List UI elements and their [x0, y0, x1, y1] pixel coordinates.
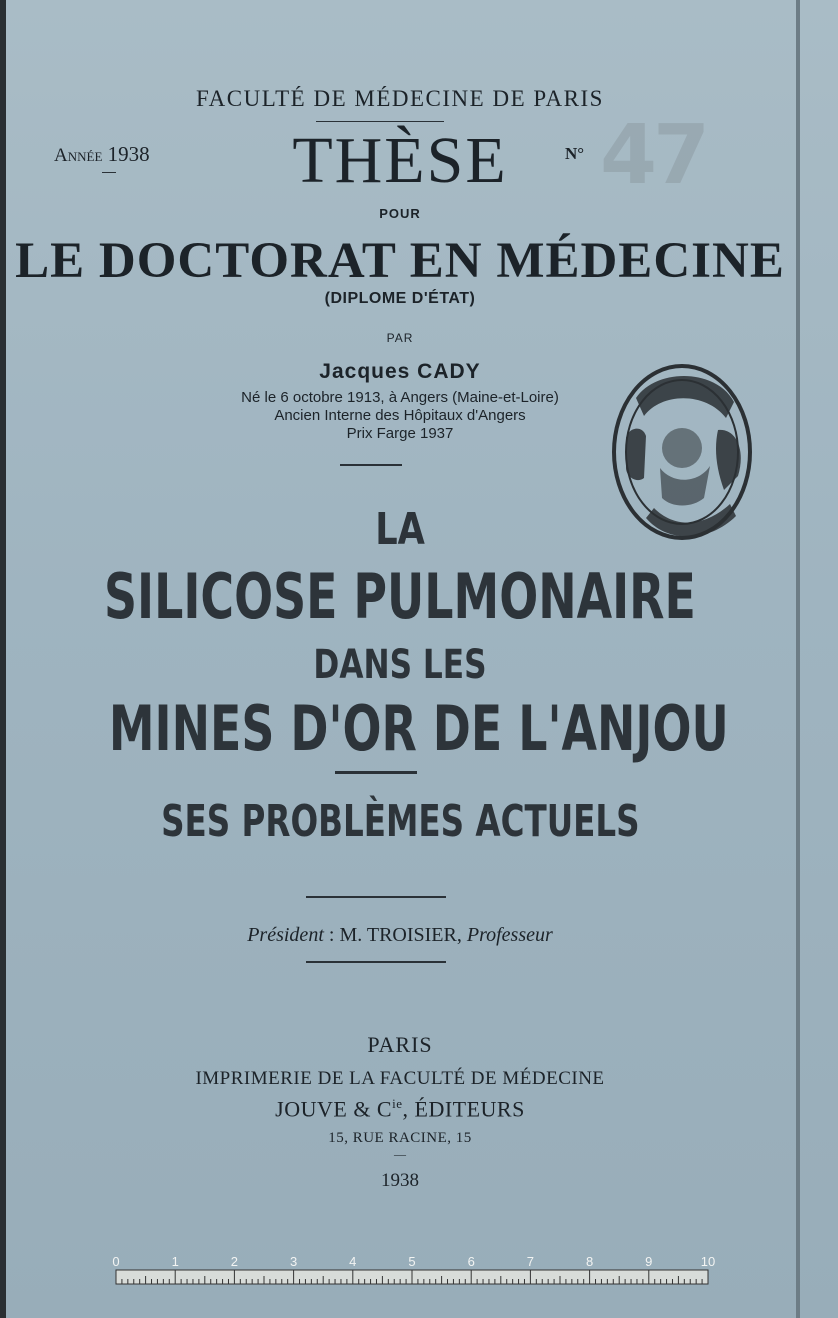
diplome-label: (DIPLOME D'ÉTAT) — [324, 290, 476, 307]
problemes-subtitle: SES PROBLÈMES ACTUELS — [160, 796, 640, 847]
author-name: Jacques CADY — [319, 360, 481, 383]
faculty-underline — [316, 121, 444, 122]
ruler-label: 2 — [230, 1254, 239, 1269]
author-prize: Prix Farge 1937 — [346, 425, 454, 442]
publisher-address: 15, RUE RACINE, 15 — [328, 1130, 472, 1146]
ruler-label: 1 — [171, 1254, 179, 1269]
author-birth: Né le 6 octobre 1913, à Angers (Maine-et-Loire) — [241, 389, 559, 406]
editeurs-role: , ÉDITEURS — [402, 1096, 525, 1122]
author-rule — [340, 464, 402, 466]
dans-les-title: DANS LES — [313, 642, 487, 688]
pour-label: POUR — [379, 206, 421, 221]
author-details — [160, 389, 640, 443]
year-label: Année — [54, 145, 103, 166]
author-interne: Ancien Interne des Hôpitaux d'Angers — [274, 407, 526, 424]
president-title: Professeur — [466, 924, 553, 946]
ruler-label: 5 — [408, 1254, 416, 1269]
faculty-heading: FACULTÉ DE MÉDECINE DE PARIS — [196, 86, 604, 111]
jury-rule-bottom — [306, 961, 446, 963]
par-label: PAR — [386, 331, 414, 345]
doctorat-title: LE DOCTORAT EN MÉDECINE — [15, 233, 785, 289]
jury-separator: : — [323, 924, 340, 946]
ruler-label: 8 — [585, 1254, 594, 1269]
ruler-label: 6 — [467, 1254, 475, 1269]
ruler-label: 3 — [289, 1254, 298, 1269]
president-name: M. TROISIER, — [339, 924, 462, 946]
handwritten-number: 47 — [600, 108, 707, 203]
publisher-dash: — — [394, 1147, 406, 1161]
president-label: Président — [247, 924, 324, 946]
ruler-label: 7 — [526, 1254, 535, 1269]
mines-title: MINES D'OR DE L'ANJOU — [108, 692, 729, 765]
ruler-label: 10 — [700, 1254, 716, 1269]
publication-year: 1938 — [381, 1170, 419, 1191]
jury-rule-top — [306, 896, 446, 898]
publisher-city: PARIS — [367, 1032, 433, 1057]
ruler-label: 0 — [112, 1254, 120, 1269]
editeurs-superscript: ie — [392, 1096, 403, 1111]
silicose-title: SILICOSE PULMONAIRE — [104, 560, 696, 633]
ruler-label: 4 — [349, 1254, 357, 1269]
ruler-label: 9 — [645, 1254, 653, 1269]
publisher-imprimerie: IMPRIMERIE DE LA FACULTÉ DE MÉDECINE — [195, 1068, 605, 1089]
publisher-editeurs — [0, 1096, 800, 1122]
these-title: THÈSE — [292, 124, 508, 197]
year-value: 1938 — [107, 142, 150, 166]
scale-ruler — [112, 1252, 716, 1292]
la-title: LA — [375, 504, 425, 555]
jury-line — [0, 924, 800, 947]
subject-rule — [335, 771, 417, 774]
number-label: N° — [565, 144, 585, 163]
editeurs-name: JOUVE & C — [275, 1096, 393, 1122]
ruler-graphic — [112, 1252, 716, 1292]
